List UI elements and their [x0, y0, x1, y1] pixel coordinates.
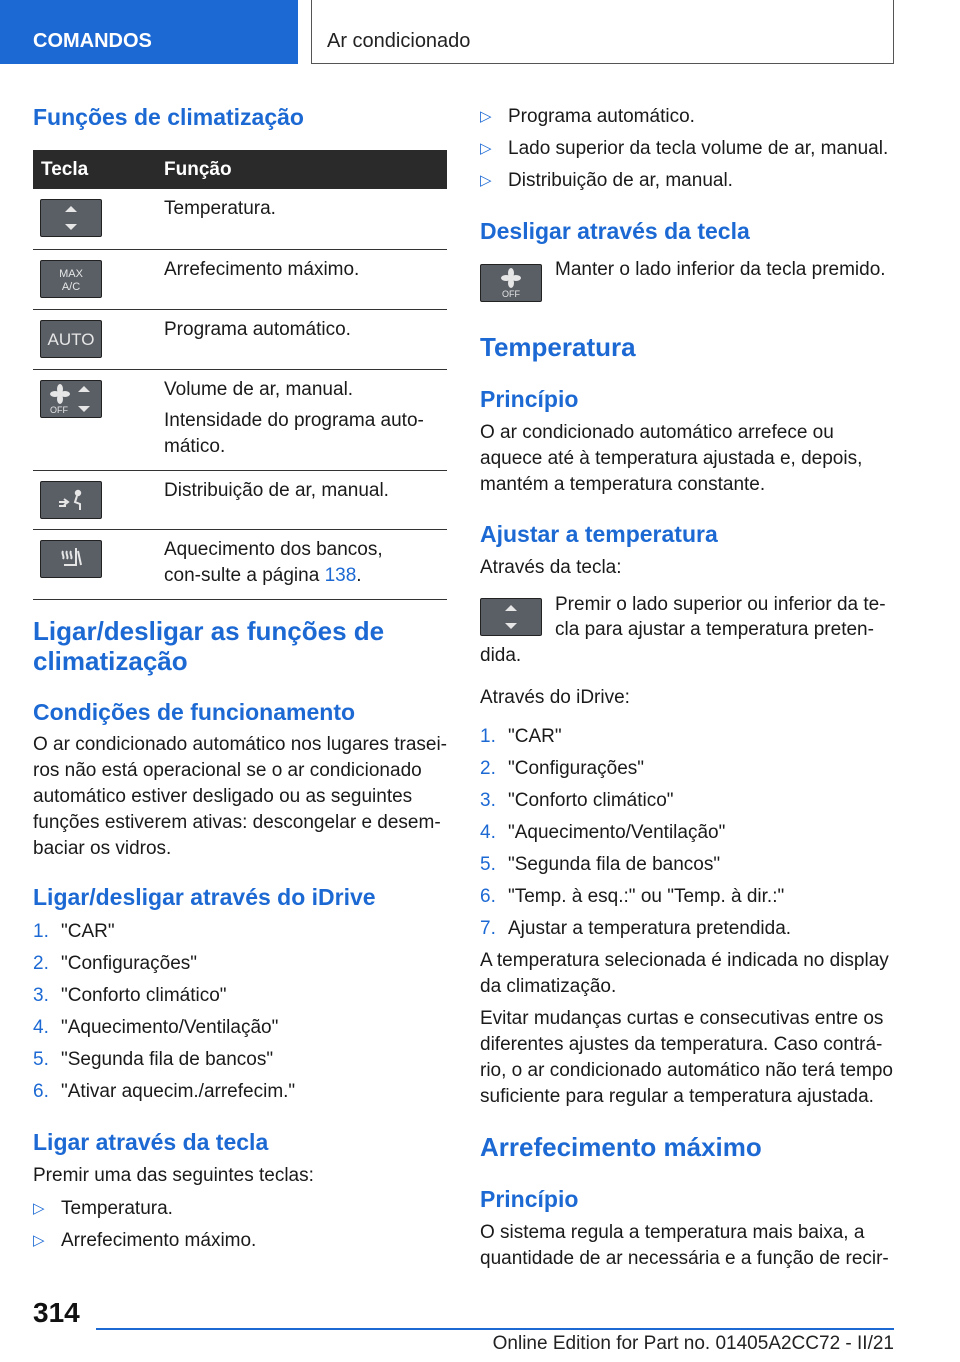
bullet-triangle-icon: ▷ [33, 1200, 45, 1217]
on-key-bullets [33, 1196, 447, 1260]
bullet-triangle-icon: ▷ [480, 108, 492, 125]
principle-paragraph: O ar condicionado automático arrefece ou aquece até à temperatura ajustada e, depois, mantém a temperatura constante. [480, 422, 863, 495]
list-item: ▷ Lado superior da tecla volume de ar, manual. [480, 136, 894, 162]
on-key-bullets-continued [480, 104, 894, 200]
adjust-steps-list [480, 724, 894, 948]
table-row [33, 470, 447, 529]
list-item: ▷ Arrefecimento máximo. [33, 1228, 447, 1254]
idrive-steps-list [33, 919, 447, 1111]
adjust-key-text-line3: dida. [480, 645, 522, 666]
svg-text:AUTO: AUTO [47, 329, 95, 349]
principle-paragraph: O sistema regula a temperatura mais baixa, a quantidade de ar necessária e a função de recir- [480, 1222, 889, 1269]
heading-max-cooling: Arrefecimento máximo [480, 1132, 762, 1162]
svg-text:OFF: OFF [502, 289, 520, 299]
list-item: 3. "Conforto climático" [480, 790, 674, 811]
heading-principle: Princípio [480, 386, 579, 412]
adjust-key-text-line2: cla para ajustar a temperatura preten- [555, 619, 874, 640]
bullet-triangle-icon: ▷ [480, 172, 492, 189]
via-idrive-label: Através do iDrive: [480, 687, 630, 708]
function-text: Arrefecimento máximo. [156, 249, 447, 309]
list-item: 5. "Segunda fila de bancos" [480, 854, 721, 875]
avoid-paragraph: Evitar mudanças curtas e consecutivas entre os diferentes ajustes da temperatura. Caso contrá-rio, o ar condicionado automático não terá tempo suficiente para regular a temperatura ajustada. [480, 1008, 893, 1107]
section-tab [0, 0, 298, 64]
heading-adjust-temperature: Ajustar a temperatura [480, 521, 718, 547]
list-item: 7. Ajustar a temperatura pretendida. [480, 918, 792, 939]
svg-text:A/C: A/C [61, 280, 81, 293]
page-number: 314 [33, 1297, 80, 1328]
table-row [33, 309, 447, 369]
table-row [33, 249, 447, 309]
table-row [33, 189, 447, 249]
via-key-label: Através da tecla: [480, 557, 622, 578]
col-header-function: Função [156, 150, 447, 189]
footer-divider [96, 1328, 894, 1330]
list-item: 2. "Configurações" [480, 758, 645, 779]
table-row [33, 369, 447, 470]
list-item: 4. "Aquecimento/Ventilação" [480, 822, 726, 843]
fan-volume-icon [40, 380, 102, 418]
temperature-up-down-icon [480, 598, 542, 636]
svg-text:MAX: MAX [59, 267, 83, 280]
bullet-triangle-icon: ▷ [33, 1232, 45, 1249]
chapter-title: Ar condicionado [327, 30, 471, 52]
display-paragraph: A temperatura selecionada é indicada no display da climatização. [480, 950, 889, 997]
list-item: ▷ Temperatura. [33, 1196, 447, 1222]
max-ac-icon [40, 260, 102, 298]
off-key-text: Manter o lado inferior da tecla premido. [555, 259, 886, 280]
heading-operating-conditions: Condições de funcionamento [33, 699, 356, 725]
auto-icon [40, 320, 102, 358]
function-text: Programa automático. [156, 309, 447, 369]
heading-on-via-key: Ligar através da tecla [33, 1129, 269, 1155]
list-item: 4. "Aquecimento/Ventilação" [33, 1017, 279, 1038]
list-item: 1. "CAR" [480, 726, 562, 747]
list-item: ▷ Distribuição de ar, manual. [480, 168, 894, 194]
function-text: Temperatura. [156, 189, 447, 249]
air-distribution-icon [40, 481, 102, 519]
list-item: 1. "CAR" [33, 921, 115, 942]
conditions-paragraph: O ar condicionado automático nos lugares trasei-ros não está operacional se o ar condicionado automático estiver desligado ou as seguintes funções estiverem ativas: descongelar e desem-baciar os vidros. [33, 734, 448, 859]
function-text: Aquecimento dos bancos, con-sulte a página 138. [156, 529, 447, 599]
list-item: 2. "Configurações" [33, 953, 198, 974]
fan-off-icon [480, 264, 542, 302]
page-reference-link[interactable]: 138 [324, 564, 357, 586]
svg-text:OFF: OFF [50, 404, 68, 415]
function-text: Distribuição de ar, manual. [156, 470, 447, 529]
function-text: Volume de ar, manual. Intensidade do programa auto-mático. [156, 369, 447, 470]
heading-climate-functions: Funções de climatização [33, 104, 304, 130]
heading-temperature: Temperatura [480, 332, 636, 362]
heading-on-off-idrive: Ligar/desligar através do iDrive [33, 884, 376, 910]
section-title: COMANDOS [33, 30, 152, 52]
heading-off-via-key: Desligar através da tecla [480, 218, 750, 244]
chapter-tab [311, 0, 894, 64]
on-key-intro: Premir uma das seguintes teclas: [33, 1165, 314, 1186]
table-row [33, 529, 447, 599]
temperature-up-down-icon [40, 199, 102, 237]
col-header-key: Tecla [33, 150, 156, 189]
list-item: 3. "Conforto climático" [33, 985, 227, 1006]
heading-principle: Princípio [480, 1186, 579, 1212]
list-item: 6. "Ativar aquecim./arrefecim." [33, 1081, 296, 1102]
heading-on-off-functions: Ligar/desligar as funções de climatização [33, 616, 385, 676]
list-item: 6. "Temp. à esq.:" ou "Temp. à dir.:" [480, 886, 785, 907]
list-item: ▷ Programa automático. [480, 104, 894, 130]
list-item: 5. "Segunda fila de bancos" [33, 1049, 274, 1070]
adjust-key-text-line1: Premir o lado superior ou inferior da te- [555, 594, 886, 615]
seat-heating-icon [40, 540, 102, 578]
edition-footer: Online Edition for Part no. 01405A2CC72 - II/21 [492, 1333, 894, 1354]
keys-table [33, 150, 447, 600]
bullet-triangle-icon: ▷ [480, 140, 492, 157]
